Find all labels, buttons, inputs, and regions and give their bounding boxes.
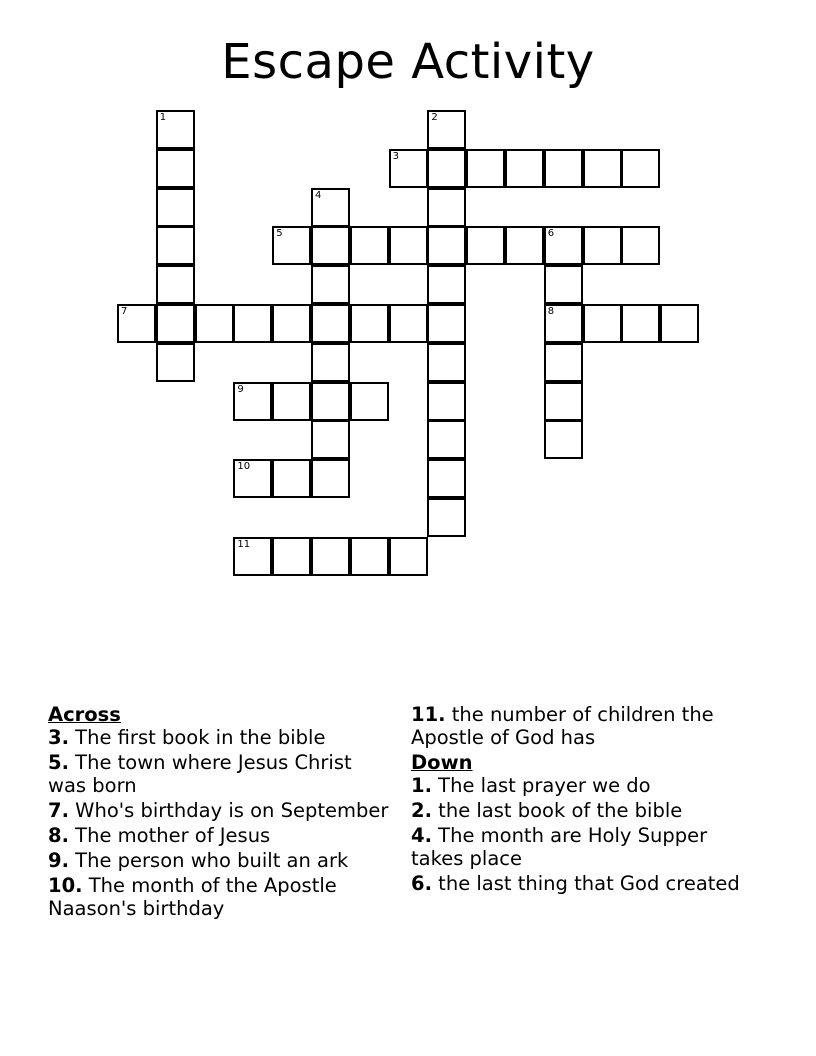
crossword-cell[interactable] — [660, 304, 699, 343]
crossword-cell[interactable] — [311, 304, 350, 343]
crossword-cell[interactable] — [272, 537, 311, 576]
crossword-cell[interactable] — [544, 265, 583, 304]
clue-across-3: 3. The first book in the bible — [48, 726, 326, 749]
crossword-cell[interactable] — [272, 382, 311, 421]
crossword-cell[interactable] — [389, 304, 428, 343]
clue-across-10: 10. The month of the Apostle Naason's birthday — [48, 874, 337, 920]
clue-down-4: 4. The month are Holy Supper takes place — [411, 824, 708, 870]
crossword-cell[interactable] — [427, 498, 466, 537]
clue-number: 3 — [392, 150, 399, 162]
crossword-cell[interactable] — [311, 537, 350, 576]
crossword-cell[interactable] — [311, 188, 350, 227]
down-heading: Down — [411, 751, 473, 774]
crossword-cell[interactable] — [389, 149, 428, 188]
crossword-cell[interactable] — [544, 382, 583, 421]
clue-down-6: 6. the last thing that God created — [411, 872, 740, 895]
crossword-cell[interactable] — [427, 382, 466, 421]
crossword-cell[interactable] — [427, 110, 466, 149]
crossword-cell[interactable] — [427, 304, 466, 343]
crossword-cell[interactable] — [544, 343, 583, 382]
crossword-cell[interactable] — [350, 537, 389, 576]
clue-number: 2 — [431, 112, 438, 123]
crossword-cell[interactable] — [466, 149, 505, 188]
crossword-cell[interactable] — [117, 304, 156, 343]
crossword-cell[interactable] — [544, 226, 583, 265]
crossword-cell[interactable] — [272, 304, 311, 343]
crossword-cell[interactable] — [233, 459, 272, 498]
crossword-cell[interactable] — [233, 537, 272, 576]
crossword-cell[interactable] — [544, 149, 583, 188]
crossword-cell[interactable] — [389, 537, 428, 576]
clues-right-column — [411, 703, 756, 897]
crossword-cell[interactable] — [156, 343, 195, 382]
crossword-cell[interactable] — [156, 226, 195, 265]
crossword-cell[interactable] — [156, 110, 195, 149]
crossword-cell[interactable] — [583, 304, 622, 343]
crossword-cell[interactable] — [156, 188, 195, 227]
clue-number: 9 — [237, 383, 244, 395]
crossword-cell[interactable] — [156, 265, 195, 304]
clue-number: 5 — [276, 228, 283, 240]
crossword-cell[interactable] — [621, 149, 660, 188]
crossword-cell[interactable] — [427, 343, 466, 382]
clue-across-9: 9. The person who built an ark — [48, 849, 349, 872]
clue-across-8: 8. The mother of Jesus — [48, 824, 271, 847]
crossword-cell[interactable] — [427, 459, 466, 498]
crossword-cell[interactable] — [311, 226, 350, 265]
clue-number: 6 — [547, 228, 555, 240]
crossword-cell[interactable] — [311, 343, 350, 382]
crossword-cell[interactable] — [621, 304, 660, 343]
clue-down-1: 1. The last prayer we do — [411, 774, 651, 797]
clue-number: 8 — [547, 306, 555, 317]
crossword-cell[interactable] — [427, 188, 466, 227]
crossword-cell[interactable] — [544, 304, 583, 343]
crossword-cell[interactable] — [544, 420, 583, 459]
clue-down-2: 2. the last book of the bible — [411, 799, 683, 822]
clue-across-7: 7. Who's birthday is on September — [48, 799, 389, 822]
crossword-cell[interactable] — [311, 382, 350, 421]
crossword-cell[interactable] — [583, 149, 622, 188]
clue-across-5: 5. The town where Jesus Christ was born — [48, 751, 352, 797]
crossword-cell[interactable] — [427, 226, 466, 265]
crossword-cell[interactable] — [505, 149, 544, 188]
crossword-cell[interactable] — [311, 459, 350, 498]
crossword-cell[interactable] — [233, 304, 272, 343]
crossword-cell[interactable] — [156, 149, 195, 188]
crossword-cell[interactable] — [350, 226, 389, 265]
crossword-cell[interactable] — [350, 382, 389, 421]
crossword-cell[interactable] — [583, 226, 622, 265]
crossword-cell[interactable] — [311, 265, 350, 304]
crossword-cell[interactable] — [272, 226, 311, 265]
crossword-cell[interactable] — [389, 226, 428, 265]
page-title: Escape Activity — [221, 34, 595, 90]
crossword-cell[interactable] — [350, 304, 389, 343]
crossword-cell[interactable] — [466, 226, 505, 265]
clue-number: 1 — [159, 112, 167, 123]
crossword-cell[interactable] — [272, 459, 311, 498]
crossword-cell[interactable] — [233, 382, 272, 421]
clue-number: 4 — [315, 189, 322, 201]
crossword-cell[interactable] — [427, 420, 466, 459]
crossword-cell[interactable] — [505, 226, 544, 265]
crossword-cell[interactable] — [427, 265, 466, 304]
crossword-cell[interactable] — [427, 149, 466, 188]
clue-across-11: 11. the number of children the Apostle of God has — [411, 703, 714, 749]
crossword-cell[interactable] — [621, 226, 660, 265]
crossword-cell[interactable] — [156, 304, 195, 343]
clues-left-column — [48, 703, 393, 922]
clue-number: 11 — [237, 538, 251, 550]
crossword-cell[interactable] — [195, 304, 234, 343]
crossword-cell[interactable] — [311, 420, 350, 459]
clue-number: 10 — [237, 461, 251, 473]
across-heading: Across — [48, 703, 121, 726]
clue-number: 7 — [121, 306, 128, 317]
